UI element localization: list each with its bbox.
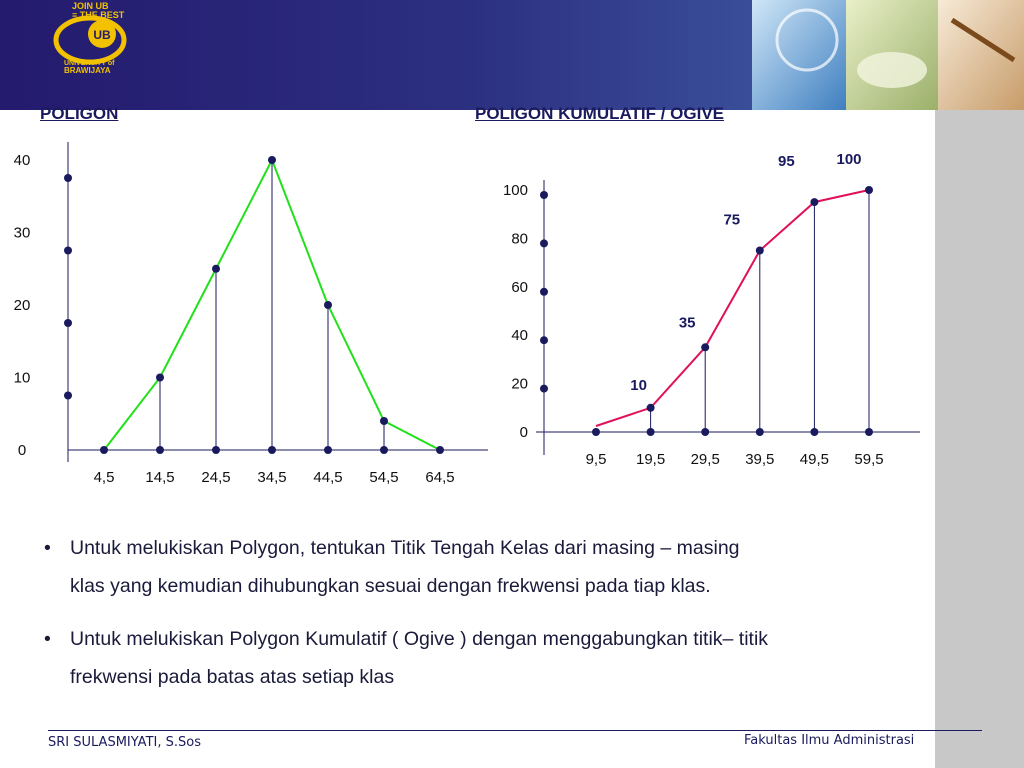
y-tick-label: 0 — [17, 442, 27, 459]
x-tick-label: 39,5 — [745, 451, 775, 468]
chart-title-poligon: POLIGON — [40, 104, 119, 123]
bullet-marker: • — [44, 628, 51, 650]
y-axis-marker — [540, 336, 548, 344]
logo-emblem-text: UB — [93, 28, 111, 42]
y-tick-label: 100 — [502, 182, 528, 199]
y-axis-marker — [540, 191, 548, 199]
x-tick-label: 54,5 — [369, 469, 399, 486]
data-point — [701, 343, 709, 351]
footer-divider — [48, 730, 982, 731]
data-label: 10 — [630, 376, 647, 394]
data-point — [810, 198, 818, 206]
y-axis-marker — [540, 239, 548, 247]
data-label: 35 — [678, 314, 696, 332]
y-tick-label: 0 — [519, 424, 528, 441]
y-axis-marker — [540, 385, 548, 393]
data-label: 75 — [723, 211, 741, 229]
x-tick-label: 29,5 — [690, 451, 720, 468]
x-tick-label: 4,5 — [93, 469, 115, 486]
x-axis-marker — [701, 428, 709, 436]
x-tick-label: 14,5 — [145, 469, 175, 486]
y-tick-label: 20 — [511, 375, 528, 393]
chart-title-ogive: POLIGON KUMULATIF / OGIVE — [475, 104, 725, 123]
x-tick-label: 34,5 — [257, 469, 287, 486]
y-tick-label: 40 — [511, 327, 528, 345]
y-axis-marker — [540, 288, 548, 296]
y-tick-label: 40 — [13, 152, 31, 169]
x-tick-label: 49,5 — [799, 451, 830, 468]
data-point — [865, 186, 873, 194]
x-axis-marker — [865, 428, 873, 436]
x-tick-label: 9,5 — [585, 451, 607, 468]
x-axis-marker — [756, 428, 764, 436]
y-tick-label: 20 — [13, 297, 31, 314]
x-tick-label: 64,5 — [425, 469, 455, 486]
bullet-item — [44, 620, 944, 696]
x-tick-label: 19,5 — [635, 451, 666, 468]
data-label: 100 — [836, 151, 862, 168]
bullet-marker: • — [44, 537, 51, 559]
x-tick-label: 44,5 — [313, 469, 343, 486]
y-tick-label: 80 — [511, 230, 528, 248]
footer-author: SRI SULASMIYATI, S.Sos — [48, 735, 201, 750]
x-tick-label: 59,5 — [854, 451, 884, 468]
x-axis-marker — [810, 428, 818, 436]
bullet-item — [44, 529, 944, 605]
y-tick-label: 30 — [13, 224, 31, 242]
logo-text-line: BRAWIJAYA — [64, 66, 111, 75]
x-axis-marker — [647, 428, 655, 436]
logo-text-line: UNIVERSITY of — [64, 60, 115, 67]
x-axis-marker — [592, 428, 600, 436]
bullet-text-line: frekwensi pada batas atas setiap klas — [70, 666, 395, 688]
data-label: 95 — [778, 153, 795, 171]
logo-text-line: JOIN UB — [72, 1, 109, 11]
data-point — [647, 404, 655, 412]
logo-text-line: ≡ THE BEST — [72, 10, 125, 20]
x-tick-label: 24,5 — [201, 469, 231, 486]
y-tick-label: 10 — [13, 369, 31, 387]
bullet-text-line: Untuk melukiskan Polygon, tentukan Titik Tengah Kelas dari masing – masing — [70, 537, 740, 559]
data-point — [756, 247, 764, 255]
y-tick-label: 60 — [511, 278, 528, 296]
footer-faculty: Fakultas Ilmu Administrasi — [744, 733, 915, 748]
bullet-text-line: klas yang kemudian dihubungkan sesuai dengan frekwensi pada tiap klas. — [70, 575, 711, 597]
right-side-strip — [935, 110, 1024, 768]
bullet-text-line: Untuk melukiskan Polygon Kumulatif ( Ogive ) dengan menggabungkan titik– titik — [70, 628, 769, 650]
